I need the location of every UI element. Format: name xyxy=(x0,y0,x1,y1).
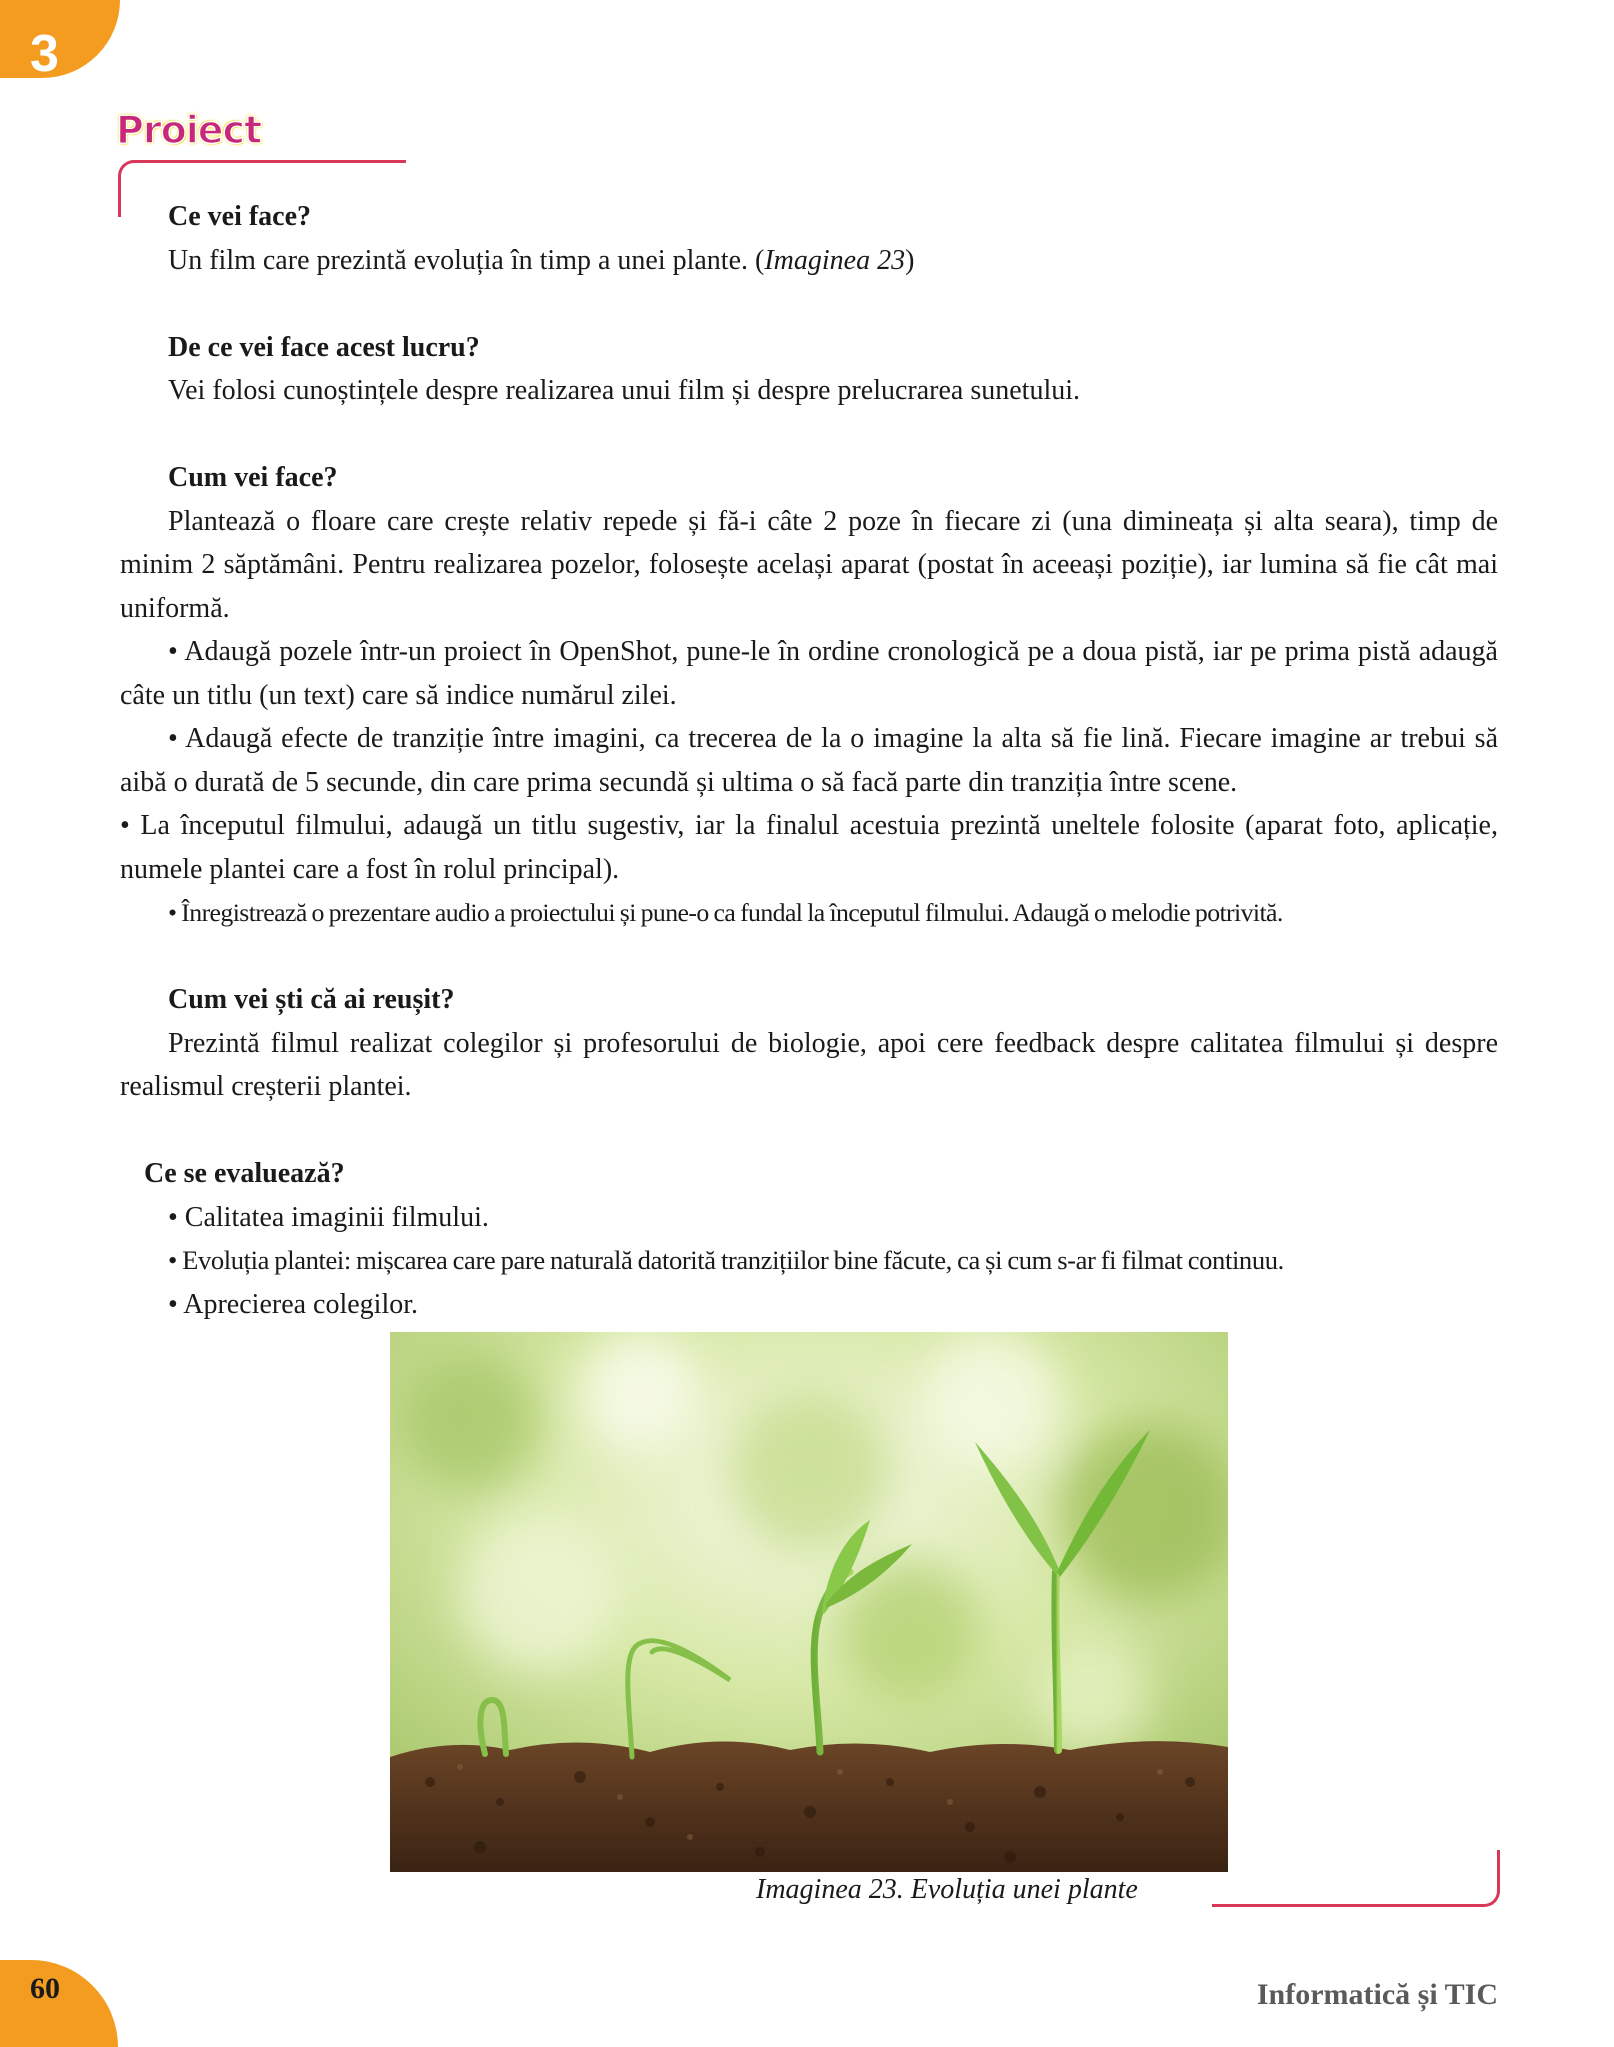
section-heading-evaluation: Ce se evaluează? xyxy=(144,1158,345,1189)
book-title: Informatică și TIC xyxy=(1256,1978,1498,2011)
section-text-success: Prezintă filmul realizat colegilor și profesorului de biologie, apoi cere feedback despre calitatea filmului și despre realismul creșterii plantei. xyxy=(120,1027,1498,1102)
section-heading-how: Cum vei face? xyxy=(168,462,338,493)
figure-caption: Imaginea 23. Evoluția unei plante xyxy=(756,1874,1138,1905)
project-label: Proiect xyxy=(116,108,262,152)
plant-growth-photo xyxy=(390,1332,1228,1872)
eval-bullet-1: • Calitatea imaginii filmului. xyxy=(168,1201,489,1233)
how-bullet-2: • Adaugă efecte de tranziție între imagini, ca trecerea de la o imagine la alta să fie lină. Fiecare imagine ar trebui să aibă o durată de 5 secunde, din care prima secundă și ultima o să facă parte din tranziția între scene. xyxy=(120,723,1498,798)
eval-bullet-2: • Evoluția plantei: mișcarea care pare naturală datorită tranzițiilor bine făcute, ca și cum s-ar fi filmat continuu. xyxy=(168,1245,1284,1275)
chapter-number: 3 xyxy=(30,25,59,83)
section-text-why: Vei folosi cunoștințele despre realizarea unui film și despre prelucrarea sunetului. xyxy=(168,375,1080,406)
chapter-tab xyxy=(0,0,120,83)
section-heading-what: Ce vei face? xyxy=(168,201,312,232)
section-text-how-intro: Plantează o floare care crește relativ repede și fă-i câte 2 poze în fiecare zi (una dimineața și alta seara), timp de minim 2 săptămâni. Pentru realizarea pozelor, folosește același aparat (postat în aceeași poziție), iar lumina să fie cât mai uniformă. xyxy=(120,505,1498,624)
page-number: 60 xyxy=(30,1972,60,2005)
how-bullet-4: • Înregistrează o prezentare audio a proiectului și pune-o ca fundal la începutul filmului. Adaugă o melodie potrivită. xyxy=(168,898,1283,927)
section-heading-why: De ce vei face acest lucru? xyxy=(168,331,480,363)
how-bullet-1: • Adaugă pozele într-un proiect în OpenShot, pune-le în ordine cronologică pe a doua pistă, iar pe prima pistă adaugă câte un titlu (un text) care să indice numărul zilei. xyxy=(120,636,1498,711)
how-bullet-3: • La începutul filmului, adaugă un titlu sugestiv, iar la finalul acestuia prezintă uneltele folosite (aparat foto, aplicație, numele plantei care a fost în rolul principal). xyxy=(120,810,1498,885)
bracket-bottom-decoration xyxy=(1212,1850,1500,1907)
eval-bullet-3: • Aprecierea colegilor. xyxy=(168,1288,419,1320)
project-content xyxy=(120,195,1498,1326)
section-heading-success: Cum vei ști că ai reușit? xyxy=(168,984,455,1015)
section-text-what: Un film care prezintă evoluția în timp a unei plante. (Imaginea 23) xyxy=(168,244,915,276)
